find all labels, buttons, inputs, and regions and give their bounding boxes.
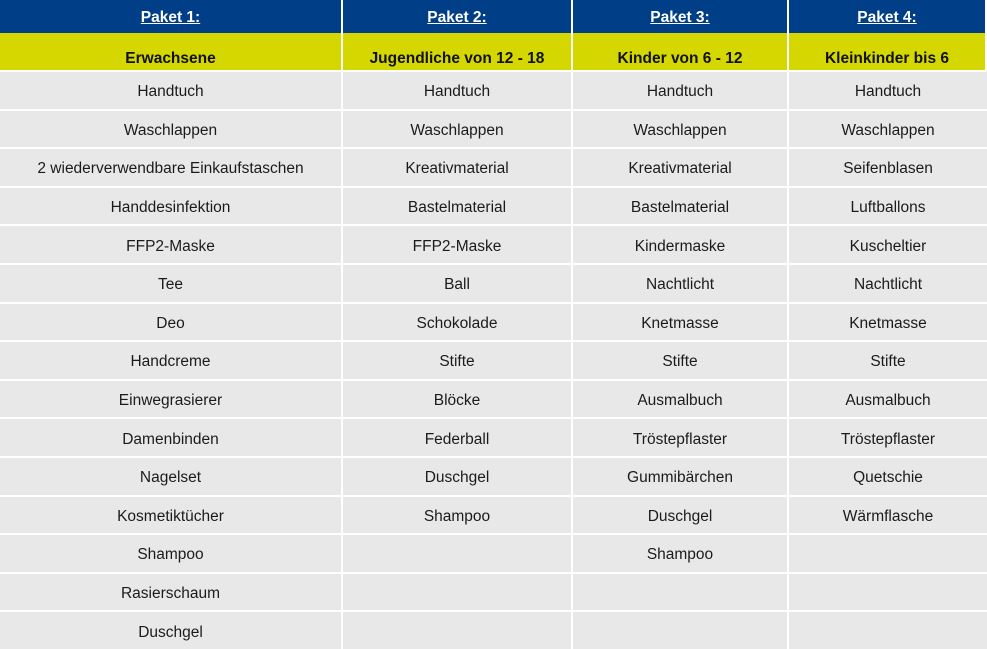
table-cell [343, 610, 573, 649]
table-cell: Nagelset [0, 456, 343, 495]
table-cell: Stifte [789, 340, 987, 379]
table-cell: Federball [343, 417, 573, 456]
table-cell: Knetmasse [573, 302, 789, 341]
table-cell: Luftballons [789, 186, 987, 225]
table-cell [343, 533, 573, 572]
table-cell: 2 wiederverwendbare Einkaufstaschen [0, 147, 343, 186]
table-cell: Waschlappen [343, 109, 573, 148]
table-cell: Waschlappen [573, 109, 789, 148]
table-cell: Kuscheltier [789, 224, 987, 263]
column-subheader-paket-2: Jugendliche von 12 - 18 [343, 33, 573, 70]
table-cell: Ausmalbuch [573, 379, 789, 418]
table-cell: Duschgel [0, 610, 343, 649]
table-cell: Tröstepflaster [789, 417, 987, 456]
table-cell: Waschlappen [0, 109, 343, 148]
table-cell: Duschgel [573, 495, 789, 534]
table-cell: Bastelmaterial [573, 186, 789, 225]
table-cell [789, 610, 987, 649]
table-cell [789, 533, 987, 572]
table-cell: Waschlappen [789, 109, 987, 148]
table-cell [573, 572, 789, 611]
table-cell: Quetschie [789, 456, 987, 495]
table-cell: Handdesinfektion [0, 186, 343, 225]
table-cell: Shampoo [573, 533, 789, 572]
table-cell: FFP2-Maske [0, 224, 343, 263]
table-cell: Ausmalbuch [789, 379, 987, 418]
table-cell: Handtuch [789, 70, 987, 109]
column-header-paket-2: Paket 2: [343, 0, 573, 33]
column-header-paket-3: Paket 3: [573, 0, 789, 33]
table-cell: Kreativmaterial [343, 147, 573, 186]
table-cell [789, 572, 987, 611]
table-cell: Tee [0, 263, 343, 302]
table-cell [573, 610, 789, 649]
column-header-paket-4: Paket 4: [789, 0, 987, 33]
column-subheader-paket-3: Kinder von 6 - 12 [573, 33, 789, 70]
table-cell: Handtuch [573, 70, 789, 109]
table-cell: FFP2-Maske [343, 224, 573, 263]
table-cell: Rasierschaum [0, 572, 343, 611]
table-cell: Handtuch [0, 70, 343, 109]
table-cell: Nachtlicht [789, 263, 987, 302]
table-cell: Nachtlicht [573, 263, 789, 302]
table-cell: Kosmetiktücher [0, 495, 343, 534]
table-cell: Blöcke [343, 379, 573, 418]
table-cell: Kindermaske [573, 224, 789, 263]
table-cell: Shampoo [343, 495, 573, 534]
table-cell: Handcreme [0, 340, 343, 379]
table-cell: Deo [0, 302, 343, 341]
table-cell: Knetmasse [789, 302, 987, 341]
table-cell: Stifte [343, 340, 573, 379]
table-cell [343, 572, 573, 611]
table-cell: Shampoo [0, 533, 343, 572]
table-cell: Schokolade [343, 302, 573, 341]
table-cell: Handtuch [343, 70, 573, 109]
column-subheader-paket-4: Kleinkinder bis 6 [789, 33, 987, 70]
column-header-paket-1: Paket 1: [0, 0, 343, 33]
column-subheader-paket-1: Erwachsene [0, 33, 343, 70]
table-cell: Kreativmaterial [573, 147, 789, 186]
table-cell: Duschgel [343, 456, 573, 495]
table-cell: Gummibärchen [573, 456, 789, 495]
table-cell: Ball [343, 263, 573, 302]
table-cell: Einwegrasierer [0, 379, 343, 418]
table-cell: Seifenblasen [789, 147, 987, 186]
table-cell: Stifte [573, 340, 789, 379]
table-cell: Damenbinden [0, 417, 343, 456]
table-cell: Wärmflasche [789, 495, 987, 534]
table-cell: Tröstepflaster [573, 417, 789, 456]
table-cell: Bastelmaterial [343, 186, 573, 225]
